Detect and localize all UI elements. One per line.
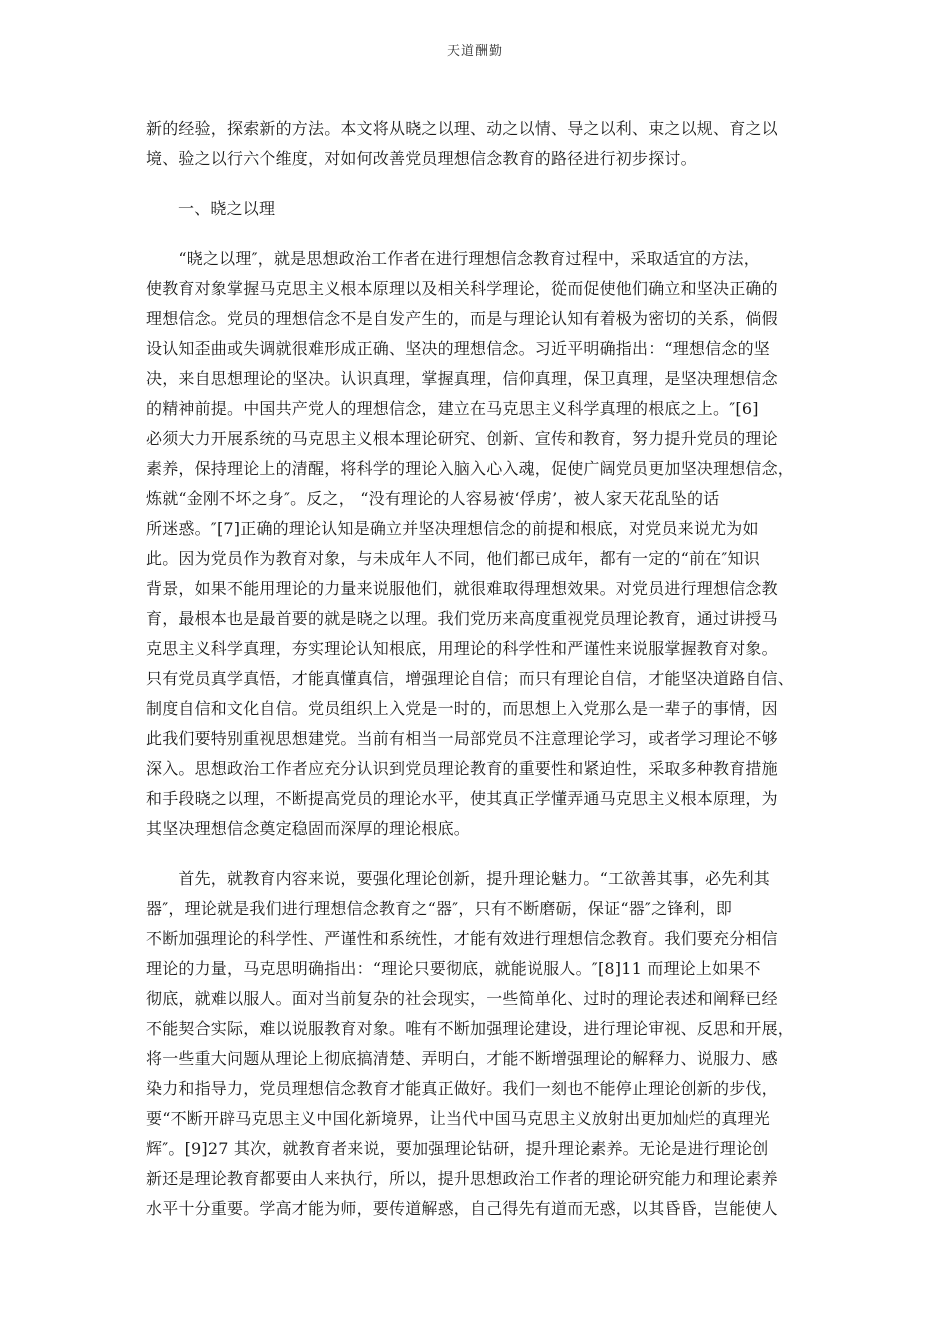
text-line: 水平十分重要。学高才能为师，要传道解惑，自己得先有道而无惑，以其昏昏，岂能使人 (146, 1199, 778, 1218)
text-line: 使教育对象掌握马克思主义根本原理以及相关科学理论，從而促使他们确立和坚决正确的 (146, 279, 778, 298)
text-line: 设认知歪曲或失调就很难形成正确、坚决的理想信念。习近平明确指出：“理想信念的坚 (146, 339, 770, 358)
text-line: 理想信念。党员的理想信念不是自发产生的，而是与理论认知有着极为密切的关系，倘假 (146, 309, 778, 328)
page-header: 天道酬勤 (446, 44, 503, 59)
text-line: “晓之以理″，就是思想政治工作者在进行理想信念教育过程中，采取适宜的方法， (146, 249, 760, 268)
text-line: 新还是理论教育都要由人来执行，所以，提升思想政治工作者的理论研究能力和理论素养 (146, 1169, 778, 1188)
text-line: 素养，保持理论上的清醒，将科学的理论入脑入心入魂，促使广阔党员更加坚决理想信念， (146, 459, 795, 478)
body-paragraph-reasoning (146, 244, 810, 844)
section-heading-text: 一、晓之以理 (178, 199, 276, 218)
text-line: 首先，就教育内容来说，要强化理论创新，提升理论魅力。“工欲善其事，必先利其 (146, 869, 770, 888)
text-line: 只有党员真学真悟，才能真懂真信，增强理论自信；而只有理论自信，才能坚决道路自信、 (146, 669, 795, 688)
text-line: 此。因为党员作为教育对象，与未成年人不同，他们都已成年，都有一定的“前在″知识 (146, 549, 760, 568)
text-line: 彻底，就难以服人。面对当前复杂的社会现实，一些简单化、过时的理论表述和阐释已经 (146, 989, 778, 1008)
text-line: 此我们要特别重视思想建党。当前有相当一局部党员不注意理论学习，或者学习理论不够 (146, 729, 778, 748)
document-body (146, 114, 810, 1224)
text-line: 理论的力量，马克思明确指出：“理论只要彻底，就能说服人。″[8]11 而理论上如果不 (146, 959, 761, 978)
text-line: 境、验之以行六个维度，对如何改善党员理想信念教育的路径进行初步探讨。 (146, 149, 697, 168)
text-line: 其坚决理想信念奠定稳固而深厚的理论根底。 (146, 819, 471, 838)
text-line: 新的经验，探索新的方法。本文将从晓之以理、动之以情、导之以利、束之以规、育之以 (146, 119, 778, 138)
text-line: 制度自信和文化自信。党员组织上入党是一时的，而思想上入党那么是一辈子的事情，因 (146, 699, 778, 718)
text-line: 和手段晓之以理，不断提高党员的理论水平，使其真正学懂弄通马克思主义根本原理，为 (146, 789, 778, 808)
text-line: 育，最根本也是最首要的就是晓之以理。我们党历来高度重视党员理论教育，通过讲授马 (146, 609, 778, 628)
text-line: 的精神前提。中国共产党人的理想信念，建立在马克思主义科学真理的根底之上。″[6] (146, 399, 759, 418)
text-line: 器″，理论就是我们进行理想信念教育之“器″，只有不断磨砺，保证“器″之锋利，即 (146, 899, 733, 918)
section-heading (146, 194, 810, 224)
text-line: 背景，如果不能用理论的力量来说服他们，就很难取得理想效果。对党员进行理想信念教 (146, 579, 778, 598)
text-line: 炼就“金刚不坏之身″。反之， “没有理论的人容易被‘俘虏’，被人家天花乱坠的话 (146, 489, 720, 508)
text-line: 决，来自思想理论的坚决。认识真理，掌握真理，信仰真理，保卫真理，是坚决理想信念 (146, 369, 778, 388)
text-line: 必须大力开展系统的马克思主义根本理论研究、创新、宣传和教育，努力提升党员的理论 (146, 429, 778, 448)
text-line: 深入。思想政治工作者应充分认识到党员理论教育的重要性和紧迫性，采取多种教育措施 (146, 759, 778, 778)
text-line: 辉″。[9]27 其次，就教育者来说，要加强理论钻研，提升理论素养。无论是进行理论创 (146, 1139, 769, 1158)
intro-paragraph (146, 114, 810, 174)
text-line: 所迷惑。″[7]正确的理论认知是确立并坚决理想信念的前提和根底，对党员来说尤为如 (146, 519, 759, 538)
text-line: 不断加强理论的科学性、严谨性和系统性，才能有效进行理想信念教育。我们要充分相信 (146, 929, 778, 948)
body-paragraph-first-second (146, 864, 810, 1224)
text-line: 要“不断开辟马克思主义中国化新境界，让当代中国马克思主义放射出更加灿烂的真理光 (146, 1109, 770, 1128)
text-line: 染力和指导力，党员理想信念教育才能真正做好。我们一刻也不能停止理论创新的步伐， (146, 1079, 778, 1098)
text-line: 克思主义科学真理，夯实理论认知根底，用理论的科学性和严谨性来说服掌握教育对象。 (146, 639, 778, 658)
text-line: 不能契合实际，难以说服教育对象。唯有不断加强理论建设，进行理论审视、反思和开展， (146, 1019, 795, 1038)
text-line: 将一些重大问题从理论上彻底搞清楚、弄明白，才能不断增强理论的解释力、说服力、感 (146, 1049, 778, 1068)
